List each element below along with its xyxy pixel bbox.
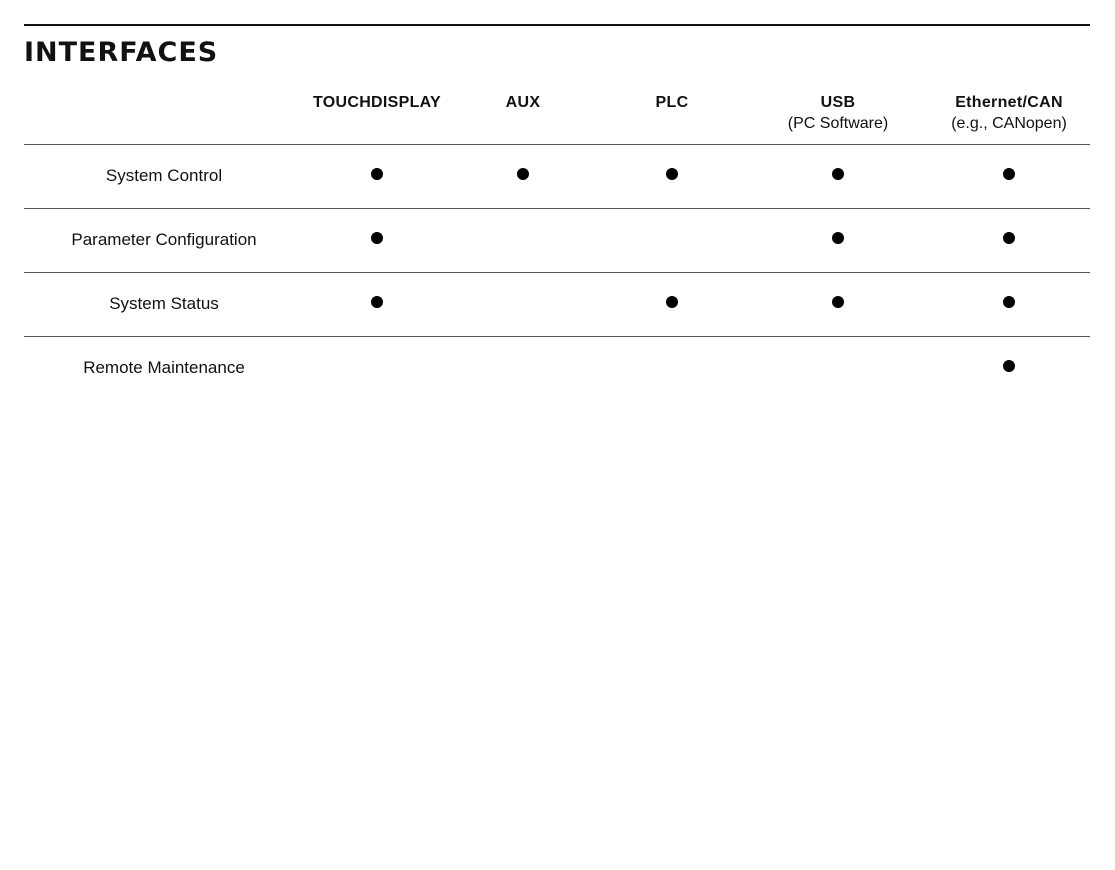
table-row xyxy=(24,208,1090,272)
support-cell xyxy=(928,336,1090,400)
support-cell xyxy=(304,208,450,272)
row-label: System Status xyxy=(24,272,304,336)
support-cell xyxy=(450,272,596,336)
support-cell xyxy=(748,336,928,400)
support-cell xyxy=(748,272,928,336)
column-header-name: USB xyxy=(820,94,856,111)
bullet-dot-icon xyxy=(371,296,383,308)
row-label: Remote Maintenance xyxy=(83,358,245,378)
column-header-name: PLC xyxy=(655,94,689,111)
support-cell xyxy=(748,144,928,208)
bullet-dot-icon xyxy=(1003,360,1015,372)
bullet-dot-icon xyxy=(832,296,844,308)
column-header-name: AUX xyxy=(505,94,541,111)
header-row xyxy=(24,80,1090,144)
support-cell xyxy=(596,336,748,400)
support-cell xyxy=(304,272,450,336)
column-header-aux xyxy=(450,80,596,144)
row-label-header xyxy=(24,80,304,144)
table-body xyxy=(24,144,1090,400)
support-cell xyxy=(304,336,450,400)
bullet-dot-icon xyxy=(666,168,678,180)
support-cell xyxy=(928,208,1090,272)
column-header-plc xyxy=(596,80,748,144)
table-row xyxy=(24,336,1090,400)
support-cell xyxy=(450,336,596,400)
bullet-dot-icon xyxy=(1003,232,1015,244)
bullet-dot-icon xyxy=(832,232,844,244)
bullet-dot-icon xyxy=(1003,296,1015,308)
column-header-sub: (PC Software) xyxy=(787,115,889,132)
support-cell xyxy=(596,208,748,272)
bullet-dot-icon xyxy=(666,296,678,308)
table-row xyxy=(24,144,1090,208)
bullet-dot-icon xyxy=(517,168,529,180)
column-header-touchdisplay xyxy=(304,80,450,144)
column-header-sub: (e.g., CANopen) xyxy=(951,115,1067,132)
row-label: Parameter Configuration xyxy=(24,208,304,272)
section-title: INTERFACES xyxy=(24,37,219,68)
table-row xyxy=(24,272,1090,336)
bullet-dot-icon xyxy=(832,168,844,180)
support-cell xyxy=(748,208,928,272)
support-cell xyxy=(450,144,596,208)
column-header-name: TOUCHDISPLAY xyxy=(312,94,442,111)
support-cell xyxy=(450,208,596,272)
interfaces-table xyxy=(24,80,1090,400)
column-header-ethernet-can xyxy=(928,80,1090,144)
bullet-dot-icon xyxy=(371,232,383,244)
support-cell xyxy=(928,144,1090,208)
bullet-dot-icon xyxy=(1003,168,1015,180)
support-cell xyxy=(596,144,748,208)
column-header-usb xyxy=(748,80,928,144)
support-cell xyxy=(304,144,450,208)
top-divider xyxy=(24,24,1090,26)
bullet-dot-icon xyxy=(371,168,383,180)
row-label: System Control xyxy=(24,144,304,208)
support-cell xyxy=(928,272,1090,336)
support-cell xyxy=(596,272,748,336)
column-header-name: Ethernet/CAN xyxy=(955,94,1063,111)
